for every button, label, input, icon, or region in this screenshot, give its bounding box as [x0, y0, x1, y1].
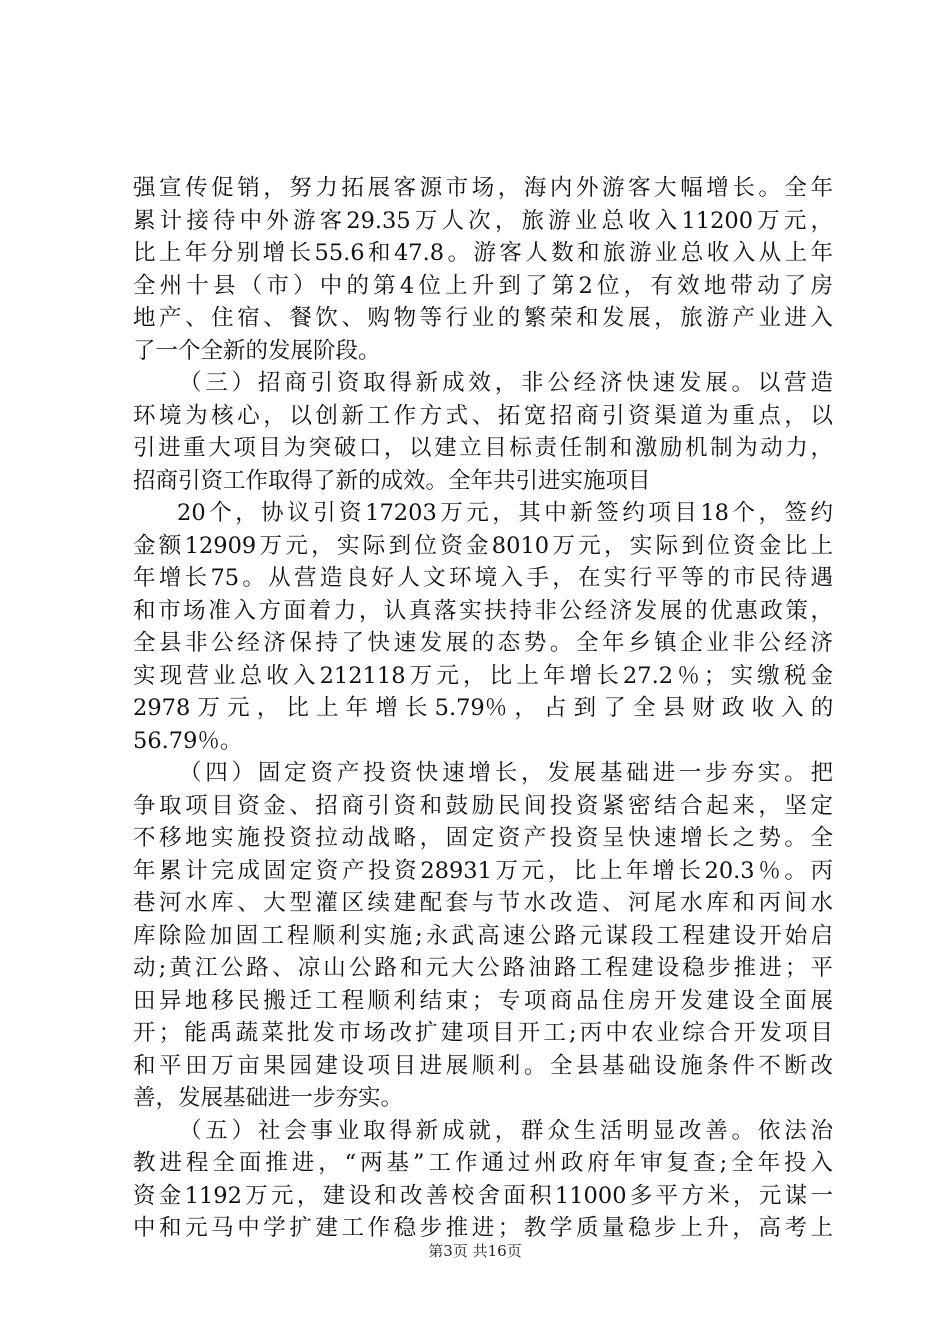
text-line: 了一个全新的发展阶段。 — [133, 337, 381, 364]
text-line: 20个，协议引资17203万元，其中新签约项目18个，签约 — [177, 500, 833, 526]
text-line: 招商引资工作取得了新的成效。全年共引进实施项目 — [133, 467, 651, 494]
text-line: 争取项目资金、招商引资和鼓励民间投资紧密结合起来，坚定 — [133, 792, 833, 819]
text-line: 不移地实施投资拉动战略，固定资产投资呈快速增长之势。全 — [133, 825, 833, 851]
text-line: （五）社会事业取得新成就，群众生活明显改善。依法治 — [179, 1117, 833, 1144]
text-line: 2978 万 元 ， 比 上 年 增 长 5.79％ ， 占 到 了 全 县 财 政 收 入 的 — [133, 695, 834, 721]
text-line: 中和元马中学扩建工作稳步推进；教学质量稳步上升，高考上 — [133, 1215, 833, 1241]
text-line: 引进重大项目为突破口，以建立目标责任制和激励机制为动力， — [133, 435, 833, 461]
text-line: 年累计完成固定资产投资28931万元，比上年增长20.3％。丙 — [133, 857, 833, 884]
text-line: 库除险加固工程顺利实施;永武高速公路元谋段工程建设开始启 — [133, 922, 833, 949]
text-line: 比上年分别增长55.6和47.8。游客人数和旅游业总收入从上年 — [133, 240, 833, 266]
text-line: （三）招商引资取得新成效，非公经济快速发展。以营造 — [179, 370, 833, 396]
text-line: 和平田万亩果园建设项目进展顺利。全县基础设施条件不断改 — [133, 1052, 833, 1079]
text-line: 开；能禹蔬菜批发市场改扩建项目开工;丙中农业综合开发项目 — [133, 1020, 833, 1046]
text-line: 累计接待中外游客29.35万人次，旅游业总收入11200万元， — [133, 207, 833, 234]
text-line: 实现营业总收入212118万元，比上年增长27.2％；实缴税金 — [133, 662, 833, 689]
text-line: 金额12909万元，实际到位资金8010万元，实际到位资金比上 — [133, 532, 833, 559]
text-line: （四）固定资产投资快速增长，发展基础进一步夯实。把 — [179, 760, 833, 786]
text-line: 全县非公经济保持了快速发展的态势。全年乡镇企业非公经济 — [133, 630, 833, 656]
text-line: 田异地移民搬迁工程顺利结束；专项商品住房开发建设全面展 — [133, 987, 833, 1014]
text-line: 环境为核心，以创新工作方式、拓宽招商引资渠道为重点，以 — [133, 402, 833, 429]
text-line: 和市场准入方面着力，认真落实扶持非公经济发展的优惠政策， — [133, 597, 833, 624]
text-line: 地产、住宿、餐饮、购物等行业的繁荣和发展，旅游产业进入 — [133, 305, 833, 331]
text-line: 善，发展基础进一步夯实。 — [133, 1085, 404, 1111]
text-line: 资金1192万元，建设和改善校舍面积11000多平方米，元谋一 — [133, 1182, 833, 1209]
page-footer: 第3页 共16页 — [428, 1242, 522, 1260]
text-line: 教进程全面推进，“两基”工作通过州政府年审复查;全年投入 — [133, 1150, 833, 1176]
body-text — [133, 172, 833, 1245]
text-line: 巷河水库、大型灌区续建配套与节水改造、河尾水库和丙间水 — [133, 890, 833, 916]
text-line: 强宣传促销，努力拓展客源市场，海内外游客大幅增长。全年 — [133, 175, 833, 201]
text-line: 动;黄江公路、凉山公路和元大公路油路工程建设稳步推进；平 — [133, 955, 833, 981]
text-line: 全州十县（市）中的第4位上升到了第2位，有效地带动了房 — [133, 272, 833, 299]
text-line: 年增长75。从营造良好人文环境入手，在实行平等的市民待遇 — [133, 565, 833, 591]
text-line: 56.79％。 — [133, 727, 243, 754]
